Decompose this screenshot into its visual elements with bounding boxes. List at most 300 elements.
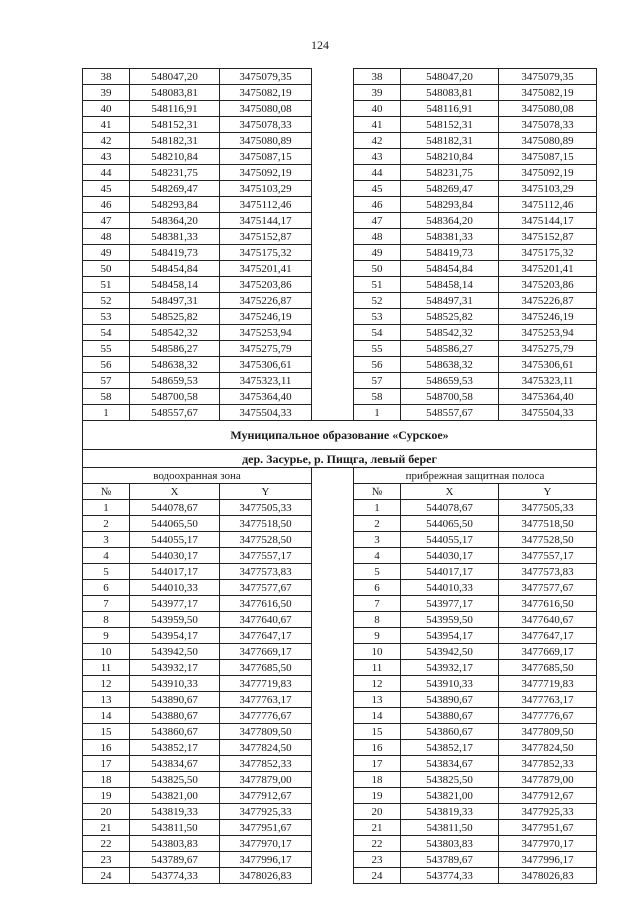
right-point-number: 43 (354, 149, 401, 165)
right-y-coord: 3475082,19 (499, 85, 597, 101)
right-y-coord: 3478026,83 (499, 868, 597, 884)
right-point-number: 24 (354, 868, 401, 884)
right-x-coord: 548116,91 (401, 101, 499, 117)
left-point-number: 6 (83, 580, 130, 596)
right-x-coord: 543819,33 (401, 804, 499, 820)
table-row (83, 341, 597, 357)
table-row (83, 644, 597, 660)
column-gap (312, 325, 354, 341)
right-y-coord: 3475364,40 (499, 389, 597, 405)
table-row (83, 85, 597, 101)
column-gap (312, 564, 354, 580)
left-y-coord: 3475092,19 (220, 165, 312, 181)
table-row (83, 261, 597, 277)
left-point-number: 44 (83, 165, 130, 181)
right-x-coord: 548293,84 (401, 197, 499, 213)
table-row (83, 788, 597, 804)
right-x-coord: 544017,17 (401, 564, 499, 580)
left-y-coord: 3475144,17 (220, 213, 312, 229)
column-gap (312, 548, 354, 564)
left-x-coord: 548458,14 (130, 277, 220, 293)
left-x-coord: 543852,17 (130, 740, 220, 756)
left-x-coord: 548659,53 (130, 373, 220, 389)
right-point-number: 4 (354, 548, 401, 564)
right-x-coord: 543834,67 (401, 756, 499, 772)
right-point-number: 5 (354, 564, 401, 580)
column-gap (312, 628, 354, 644)
left-x-coord: 543959,50 (130, 612, 220, 628)
right-y-coord: 3477970,17 (499, 836, 597, 852)
column-gap (312, 117, 354, 133)
right-y-coord: 3477776,67 (499, 708, 597, 724)
right-x-coord: 548659,53 (401, 373, 499, 389)
table-row (83, 309, 597, 325)
right-x-coord: 548182,31 (401, 133, 499, 149)
right-y-coord: 3475144,17 (499, 213, 597, 229)
column-gap (312, 868, 354, 884)
left-point-number: 43 (83, 149, 130, 165)
right-y-coord: 3475226,87 (499, 293, 597, 309)
table-row (83, 405, 597, 421)
table-row (83, 628, 597, 644)
column-gap (312, 373, 354, 389)
left-point-number: 12 (83, 676, 130, 692)
left-y-coord: 3477951,67 (220, 820, 312, 836)
left-y-coord: 3477912,67 (220, 788, 312, 804)
left-y-coord: 3477763,17 (220, 692, 312, 708)
coordinates-table (82, 68, 597, 884)
left-point-number: 14 (83, 708, 130, 724)
left-x-coord: 543819,33 (130, 804, 220, 820)
right-x-coord: 543789,67 (401, 852, 499, 868)
right-x-coord: 543774,33 (401, 868, 499, 884)
right-y-coord: 3477879,00 (499, 772, 597, 788)
table-row (83, 692, 597, 708)
right-y-coord: 3475306,61 (499, 357, 597, 373)
left-y-coord: 3477776,67 (220, 708, 312, 724)
right-y-coord: 3475175,32 (499, 245, 597, 261)
right-x-coord: 543825,50 (401, 772, 499, 788)
table-row (83, 836, 597, 852)
right-point-number: 6 (354, 580, 401, 596)
right-point-number: 21 (354, 820, 401, 836)
left-y-coord: 3475087,15 (220, 149, 312, 165)
left-y-header: Y (220, 484, 312, 500)
left-point-number: 54 (83, 325, 130, 341)
left-num-header: № (83, 484, 130, 500)
left-point-number: 42 (83, 133, 130, 149)
column-gap (312, 516, 354, 532)
table-row (83, 596, 597, 612)
left-y-coord: 3477879,00 (220, 772, 312, 788)
column-gap (312, 149, 354, 165)
right-y-coord: 3477763,17 (499, 692, 597, 708)
left-x-coord: 543825,50 (130, 772, 220, 788)
left-point-number: 8 (83, 612, 130, 628)
right-point-number: 45 (354, 181, 401, 197)
left-y-coord: 3475253,94 (220, 325, 312, 341)
section2-header (83, 421, 597, 500)
left-y-coord: 3475078,33 (220, 117, 312, 133)
left-x-coord: 544010,33 (130, 580, 220, 596)
column-gap (312, 772, 354, 788)
right-point-number: 50 (354, 261, 401, 277)
right-point-number: 11 (354, 660, 401, 676)
table-row (83, 245, 597, 261)
right-x-coord: 548047,20 (401, 69, 499, 85)
column-gap (312, 213, 354, 229)
left-x-coord: 543821,00 (130, 788, 220, 804)
right-point-number: 44 (354, 165, 401, 181)
left-point-number: 18 (83, 772, 130, 788)
left-x-coord: 544017,17 (130, 564, 220, 580)
left-x-coord: 544065,50 (130, 516, 220, 532)
table-row (83, 69, 597, 85)
left-y-coord: 3477809,50 (220, 724, 312, 740)
right-x-coord: 548557,67 (401, 405, 499, 421)
right-y-coord: 3477824,50 (499, 740, 597, 756)
left-y-coord: 3477852,33 (220, 756, 312, 772)
right-x-coord: 543821,00 (401, 788, 499, 804)
column-gap (312, 69, 354, 85)
column-gap (312, 756, 354, 772)
left-y-coord: 3477640,67 (220, 612, 312, 628)
right-x-coord: 543932,17 (401, 660, 499, 676)
municipality-title: Муниципальное образование «Сурское» (83, 421, 597, 450)
table-row (83, 548, 597, 564)
table-row (83, 133, 597, 149)
right-zone-label: прибрежная защитная полоса (354, 468, 597, 484)
right-y-coord: 3477505,33 (499, 500, 597, 516)
section2-rows (83, 500, 597, 884)
right-point-number: 55 (354, 341, 401, 357)
right-point-number: 1 (354, 500, 401, 516)
right-y-coord: 3477996,17 (499, 852, 597, 868)
left-x-coord: 548542,32 (130, 325, 220, 341)
left-x-coord: 543932,17 (130, 660, 220, 676)
left-point-number: 15 (83, 724, 130, 740)
left-point-number: 2 (83, 516, 130, 532)
right-x-coord: 548454,84 (401, 261, 499, 277)
right-point-number: 8 (354, 612, 401, 628)
left-x-coord: 548116,91 (130, 101, 220, 117)
left-y-coord: 3477505,33 (220, 500, 312, 516)
column-gap (312, 596, 354, 612)
right-y-coord: 3475504,33 (499, 405, 597, 421)
right-x-coord: 548210,84 (401, 149, 499, 165)
right-x-coord: 544065,50 (401, 516, 499, 532)
left-point-number: 1 (83, 500, 130, 516)
column-gap (312, 820, 354, 836)
column-gap (312, 468, 354, 484)
left-point-number: 49 (83, 245, 130, 261)
page-number: 124 (311, 38, 329, 52)
table-row (83, 820, 597, 836)
table-row (83, 117, 597, 133)
right-point-number: 17 (354, 756, 401, 772)
left-zone-label: водоохранная зона (83, 468, 312, 484)
right-point-number: 56 (354, 357, 401, 373)
column-gap (312, 261, 354, 277)
left-x-coord: 543803,83 (130, 836, 220, 852)
right-point-number: 23 (354, 852, 401, 868)
left-point-number: 4 (83, 548, 130, 564)
column-gap (312, 277, 354, 293)
left-point-number: 47 (83, 213, 130, 229)
section1-rows (83, 69, 597, 421)
right-y-coord: 3477573,83 (499, 564, 597, 580)
right-y-coord: 3475103,29 (499, 181, 597, 197)
left-x-coord: 548152,31 (130, 117, 220, 133)
left-x-coord: 548557,67 (130, 405, 220, 421)
left-point-number: 20 (83, 804, 130, 820)
table-row (83, 293, 597, 309)
right-point-number: 15 (354, 724, 401, 740)
right-point-number: 41 (354, 117, 401, 133)
left-y-coord: 3475364,40 (220, 389, 312, 405)
column-gap (312, 85, 354, 101)
left-y-coord: 3475275,79 (220, 341, 312, 357)
right-x-coord: 548458,14 (401, 277, 499, 293)
left-point-number: 22 (83, 836, 130, 852)
column-gap (312, 101, 354, 117)
left-point-number: 46 (83, 197, 130, 213)
left-y-coord: 3477669,17 (220, 644, 312, 660)
left-x-coord: 548047,20 (130, 69, 220, 85)
left-point-number: 57 (83, 373, 130, 389)
right-x-coord: 543852,17 (401, 740, 499, 756)
left-point-number: 55 (83, 341, 130, 357)
right-x-header: X (401, 484, 499, 500)
right-point-number: 58 (354, 389, 401, 405)
left-point-number: 10 (83, 644, 130, 660)
left-y-coord: 3477824,50 (220, 740, 312, 756)
right-y-coord: 3475201,41 (499, 261, 597, 277)
left-x-coord: 548182,31 (130, 133, 220, 149)
left-y-coord: 3475152,87 (220, 229, 312, 245)
left-y-coord: 3477577,67 (220, 580, 312, 596)
right-x-coord: 548542,32 (401, 325, 499, 341)
right-point-number: 3 (354, 532, 401, 548)
left-x-coord: 548083,81 (130, 85, 220, 101)
table-row (83, 516, 597, 532)
left-point-number: 48 (83, 229, 130, 245)
right-point-number: 47 (354, 213, 401, 229)
column-gap (312, 357, 354, 373)
left-point-number: 1 (83, 405, 130, 421)
left-y-coord: 3475103,29 (220, 181, 312, 197)
left-point-number: 3 (83, 532, 130, 548)
left-y-coord: 3475080,89 (220, 133, 312, 149)
right-x-coord: 548269,47 (401, 181, 499, 197)
right-x-coord: 548381,33 (401, 229, 499, 245)
left-y-coord: 3475504,33 (220, 405, 312, 421)
right-point-number: 14 (354, 708, 401, 724)
column-gap (312, 245, 354, 261)
column-gap (312, 644, 354, 660)
left-y-coord: 3477518,50 (220, 516, 312, 532)
table-row (83, 229, 597, 245)
column-gap (312, 500, 354, 516)
column-gap (312, 836, 354, 852)
right-point-number: 18 (354, 772, 401, 788)
right-y-coord: 3475079,35 (499, 69, 597, 85)
left-point-number: 11 (83, 660, 130, 676)
left-point-number: 58 (83, 389, 130, 405)
table-row (83, 612, 597, 628)
table-row (83, 740, 597, 756)
table-row (83, 357, 597, 373)
right-y-coord: 3477809,50 (499, 724, 597, 740)
table-row (83, 277, 597, 293)
column-gap (312, 181, 354, 197)
left-x-coord: 543910,33 (130, 676, 220, 692)
left-x-coord: 544030,17 (130, 548, 220, 564)
right-x-coord: 548700,58 (401, 389, 499, 405)
table-row (83, 772, 597, 788)
left-point-number: 40 (83, 101, 130, 117)
left-point-number: 16 (83, 740, 130, 756)
table-row (83, 389, 597, 405)
right-x-coord: 544030,17 (401, 548, 499, 564)
column-gap (312, 580, 354, 596)
table-row (83, 197, 597, 213)
left-x-coord: 543880,67 (130, 708, 220, 724)
left-x-coord: 548700,58 (130, 389, 220, 405)
left-y-coord: 3475201,41 (220, 261, 312, 277)
right-point-number: 51 (354, 277, 401, 293)
left-x-coord: 548364,20 (130, 213, 220, 229)
table-row (83, 149, 597, 165)
left-y-coord: 3477925,33 (220, 804, 312, 820)
right-y-coord: 3477518,50 (499, 516, 597, 532)
table-row (83, 660, 597, 676)
right-point-number: 39 (354, 85, 401, 101)
table-row (83, 756, 597, 772)
right-y-coord: 3477557,17 (499, 548, 597, 564)
left-point-number: 19 (83, 788, 130, 804)
left-x-coord: 543890,67 (130, 692, 220, 708)
right-y-coord: 3477577,67 (499, 580, 597, 596)
left-y-coord: 3477970,17 (220, 836, 312, 852)
table-row (83, 804, 597, 820)
right-y-coord: 3475087,15 (499, 149, 597, 165)
column-gap (312, 484, 354, 500)
left-x-coord: 548454,84 (130, 261, 220, 277)
table-row (83, 708, 597, 724)
column-gap (312, 532, 354, 548)
column-gap (312, 293, 354, 309)
left-point-number: 56 (83, 357, 130, 373)
right-y-header: Y (499, 484, 597, 500)
right-point-number: 9 (354, 628, 401, 644)
left-x-coord: 548419,73 (130, 245, 220, 261)
table-row (83, 213, 597, 229)
left-x-coord: 548210,84 (130, 149, 220, 165)
left-x-coord: 548293,84 (130, 197, 220, 213)
table-row (83, 165, 597, 181)
right-y-coord: 3475112,46 (499, 197, 597, 213)
right-y-coord: 3475152,87 (499, 229, 597, 245)
right-x-coord: 544055,17 (401, 532, 499, 548)
right-y-coord: 3475078,33 (499, 117, 597, 133)
left-y-coord: 3477647,17 (220, 628, 312, 644)
right-point-number: 12 (354, 676, 401, 692)
left-y-coord: 3475306,61 (220, 357, 312, 373)
right-point-number: 16 (354, 740, 401, 756)
column-gap (312, 724, 354, 740)
left-x-coord: 543977,17 (130, 596, 220, 612)
right-y-coord: 3475080,08 (499, 101, 597, 117)
table-row (83, 724, 597, 740)
right-y-coord: 3475275,79 (499, 341, 597, 357)
left-y-coord: 3475226,87 (220, 293, 312, 309)
left-y-coord: 3477528,50 (220, 532, 312, 548)
column-gap (312, 612, 354, 628)
right-point-number: 57 (354, 373, 401, 389)
table-row (83, 325, 597, 341)
right-y-coord: 3477925,33 (499, 804, 597, 820)
column-gap (312, 788, 354, 804)
left-y-coord: 3475246,19 (220, 309, 312, 325)
table-row (83, 564, 597, 580)
left-point-number: 45 (83, 181, 130, 197)
right-x-coord: 543880,67 (401, 708, 499, 724)
right-point-number: 54 (354, 325, 401, 341)
right-y-coord: 3475253,94 (499, 325, 597, 341)
table-row (83, 852, 597, 868)
table-row (83, 676, 597, 692)
right-x-coord: 548083,81 (401, 85, 499, 101)
left-point-number: 53 (83, 309, 130, 325)
left-y-coord: 3477719,83 (220, 676, 312, 692)
right-x-coord: 548586,27 (401, 341, 499, 357)
column-gap (312, 852, 354, 868)
left-y-coord: 3475082,19 (220, 85, 312, 101)
left-y-coord: 3477996,17 (220, 852, 312, 868)
right-x-coord: 543977,17 (401, 596, 499, 612)
left-x-coord: 543860,67 (130, 724, 220, 740)
right-point-number: 49 (354, 245, 401, 261)
table-row (83, 101, 597, 117)
right-x-coord: 548525,82 (401, 309, 499, 325)
right-point-number: 7 (354, 596, 401, 612)
right-point-number: 2 (354, 516, 401, 532)
right-x-coord: 543890,67 (401, 692, 499, 708)
left-x-coord: 548525,82 (130, 309, 220, 325)
right-point-number: 1 (354, 405, 401, 421)
left-y-coord: 3477616,50 (220, 596, 312, 612)
left-x-coord: 548497,31 (130, 293, 220, 309)
left-x-coord: 548231,75 (130, 165, 220, 181)
left-point-number: 51 (83, 277, 130, 293)
right-x-coord: 543811,50 (401, 820, 499, 836)
right-point-number: 48 (354, 229, 401, 245)
column-gap (312, 197, 354, 213)
left-x-coord: 543774,33 (130, 868, 220, 884)
left-point-number: 52 (83, 293, 130, 309)
column-gap (312, 341, 354, 357)
right-y-coord: 3475203,86 (499, 277, 597, 293)
table-row (83, 373, 597, 389)
right-x-coord: 543910,33 (401, 676, 499, 692)
left-y-coord: 3475080,08 (220, 101, 312, 117)
left-x-coord: 548638,32 (130, 357, 220, 373)
left-y-coord: 3477685,50 (220, 660, 312, 676)
left-x-coord: 548381,33 (130, 229, 220, 245)
column-gap (312, 389, 354, 405)
right-point-number: 46 (354, 197, 401, 213)
